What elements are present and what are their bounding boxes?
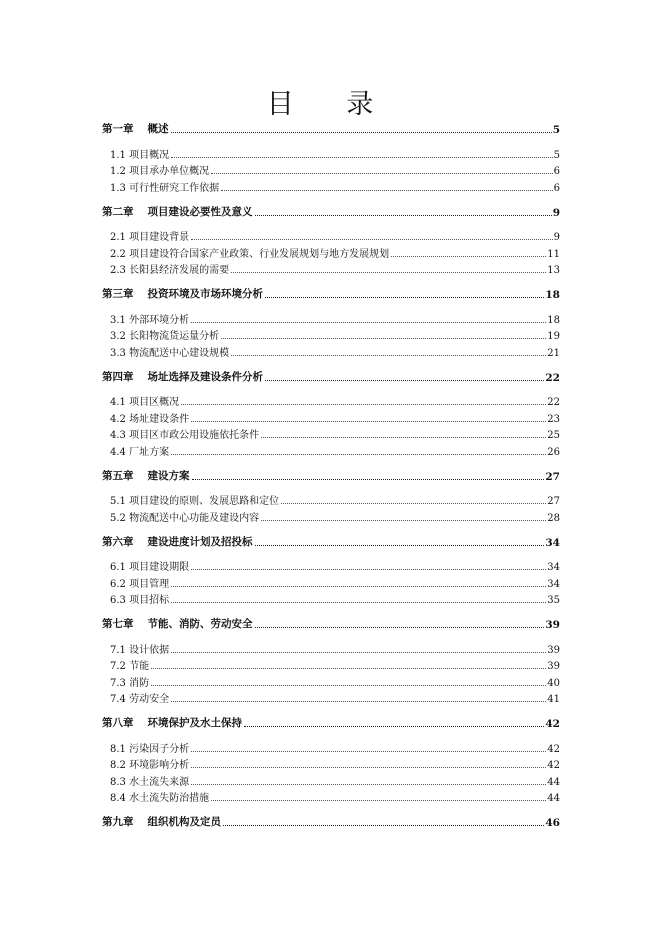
section-label: 1.2 项目承办单位概况 (110, 166, 210, 177)
page-number: 21 (547, 347, 560, 359)
page-number: 23 (547, 413, 560, 425)
page-number: 34 (545, 536, 560, 549)
section-label: 8.1 污染因子分析 (110, 743, 190, 755)
section-label: 7.2 节能 (110, 661, 150, 672)
dot-leader (211, 800, 546, 801)
dot-leader (255, 627, 545, 628)
dot-leader (171, 652, 546, 653)
section-label: 8.4 水土流失防治措施 (110, 793, 210, 804)
chapter-title: 组织机构及定员 (147, 816, 221, 828)
dot-leader (191, 751, 546, 752)
dot-leader (191, 421, 546, 422)
page-number: 13 (547, 265, 560, 276)
section-label: 5.2 物流配送中心功能及建设内容 (110, 512, 260, 524)
section-label: 7.4 劳动安全 (110, 694, 170, 705)
toc-section-entry[interactable] (102, 689, 560, 706)
table-of-contents (102, 120, 560, 837)
page-number: 18 (547, 314, 560, 326)
chapter-title: 建设方案 (147, 469, 190, 482)
page-number: 39 (547, 661, 560, 672)
toc-section-entry[interactable] (102, 788, 560, 805)
page-number: 26 (547, 446, 560, 458)
page-number: 46 (545, 817, 560, 829)
page-number: 28 (547, 512, 560, 524)
toc-chapter-entry[interactable] (102, 285, 560, 301)
dot-leader (191, 784, 546, 785)
toc-section-entry[interactable] (102, 144, 560, 161)
section-label: 6.2 项目管理 (110, 578, 170, 590)
dot-leader (181, 404, 546, 405)
dot-leader (391, 256, 546, 257)
page-number: 6 (553, 166, 560, 177)
page-number: 41 (547, 694, 560, 705)
chapter-label (102, 369, 263, 384)
dot-leader (221, 338, 546, 339)
chapter-title: 投资环境及市场环境分析 (147, 288, 263, 300)
dot-leader (244, 726, 544, 727)
chapter-title: 节能、消防、劳动安全 (147, 618, 253, 630)
section-label: 5.1 项目建设的原则、发展思路和定位 (110, 496, 280, 507)
toc-section-entry[interactable] (102, 771, 560, 788)
page-number: 22 (545, 371, 560, 384)
section-label: 2.1 项目建设背景 (110, 232, 190, 243)
toc-section-entry[interactable] (102, 342, 560, 359)
chapter-number: 第一章 (102, 123, 134, 135)
chapter-number: 第五章 (102, 469, 134, 482)
section-label: 1.1 项目概况 (110, 149, 170, 161)
section-label: 3.2 长阳物流货运量分析 (110, 331, 220, 342)
chapter-number: 第六章 (102, 535, 134, 548)
toc-chapter-entry[interactable] (102, 533, 560, 549)
page-number: 42 (547, 743, 560, 755)
page-number: 44 (547, 776, 560, 788)
page-number: 6 (553, 182, 560, 194)
toc-section-entry[interactable] (102, 507, 560, 524)
page-number: 42 (547, 760, 560, 771)
section-label: 4.1 项目区概况 (110, 397, 180, 408)
toc-chapter-entry[interactable] (102, 203, 560, 219)
toc-section-entry[interactable] (102, 408, 560, 425)
chapter-number: 第四章 (102, 370, 134, 383)
chapter-number: 第九章 (102, 816, 134, 828)
toc-section-entry[interactable] (102, 161, 560, 178)
section-label: 7.1 设计依据 (110, 644, 170, 656)
section-label: 6.1 项目建设期限 (110, 562, 190, 573)
toc-section-entry[interactable] (102, 177, 560, 194)
chapter-label (102, 121, 169, 136)
section-label: 2.2 项目建设符合国家产业政策、行业发展规划与地方发展规划 (110, 248, 390, 260)
dot-leader (151, 685, 546, 686)
toc-title: 目 录 (266, 89, 396, 120)
section-label: 4.2 场址建设条件 (110, 413, 190, 425)
dot-leader (171, 586, 546, 587)
page-number: 25 (547, 430, 560, 441)
chapter-label (102, 715, 242, 730)
toc-section-entry[interactable] (102, 656, 560, 673)
dot-leader (261, 520, 546, 521)
chapter-number: 第二章 (102, 205, 134, 218)
dot-leader (191, 322, 546, 323)
section-label: 4.4 厂址方案 (110, 446, 170, 458)
toc-section-entry[interactable] (102, 227, 560, 244)
toc-section-entry[interactable] (102, 755, 560, 772)
toc-section-entry[interactable] (102, 672, 560, 689)
section-label: 8.2 环境影响分析 (110, 760, 190, 771)
chapter-label (102, 616, 253, 631)
section-label: 1.3 可行性研究工作依据 (110, 182, 220, 194)
chapter-title: 概述 (147, 123, 169, 135)
chapter-label (102, 204, 253, 219)
dot-leader (255, 545, 545, 546)
page-number: 44 (547, 793, 560, 804)
dot-leader (265, 297, 544, 298)
dot-leader (171, 157, 553, 158)
section-label: 8.3 水土流失来源 (110, 776, 190, 788)
dot-leader (191, 569, 546, 570)
page-number: 9 (552, 206, 560, 219)
dot-leader (151, 668, 546, 669)
dot-leader (281, 503, 546, 504)
toc-section-entry[interactable] (102, 425, 560, 442)
toc-section-entry[interactable] (102, 573, 560, 590)
chapter-label (102, 286, 263, 301)
chapter-number: 第七章 (102, 618, 134, 630)
toc-section-entry[interactable] (102, 491, 560, 508)
dot-leader (223, 825, 544, 826)
page-number: 18 (545, 289, 560, 301)
section-label: 3.3 物流配送中心建设规模 (110, 347, 230, 359)
dot-leader (261, 437, 546, 438)
page-number: 39 (547, 644, 560, 656)
page-number: 35 (547, 595, 560, 606)
page-number: 9 (553, 232, 560, 243)
toc-section-entry[interactable] (102, 441, 560, 458)
page-number: 27 (547, 496, 560, 507)
toc-section-entry[interactable] (102, 590, 560, 607)
toc-chapter-entry[interactable] (102, 714, 560, 730)
chapter-title: 场址选择及建设条件分析 (147, 370, 263, 383)
toc-section-entry[interactable] (102, 639, 560, 656)
toc-section-entry[interactable] (102, 260, 560, 277)
chapter-title: 建设进度计划及招投标 (147, 535, 253, 548)
page-number: 42 (545, 718, 560, 730)
chapter-label (102, 468, 190, 483)
toc-section-entry[interactable] (102, 557, 560, 574)
dot-leader (265, 380, 544, 381)
dot-leader (255, 215, 552, 216)
chapter-title: 项目建设必要性及意义 (147, 205, 253, 218)
toc-chapter-entry[interactable] (102, 120, 560, 136)
page-number: 5 (553, 149, 560, 161)
toc-section-entry[interactable] (102, 243, 560, 260)
page-number: 34 (547, 578, 560, 590)
section-label: 3.1 外部环境分析 (110, 314, 190, 326)
dot-leader (221, 190, 553, 191)
toc-section-entry[interactable] (102, 326, 560, 343)
section-label: 2.3 长阳县经济发展的需要 (110, 265, 230, 276)
page-number: 5 (552, 124, 560, 136)
toc-chapter-entry[interactable] (102, 467, 560, 483)
toc-chapter-entry[interactable] (102, 615, 560, 631)
toc-section-entry[interactable] (102, 738, 560, 755)
chapter-number: 第八章 (102, 717, 134, 729)
toc-section-entry[interactable] (102, 392, 560, 409)
page-number: 39 (545, 619, 560, 631)
dot-leader (191, 239, 553, 240)
section-label: 4.3 项目区市政公用设施依托条件 (110, 430, 260, 441)
chapter-title: 环境保护及水土保持 (147, 717, 242, 729)
dot-leader (211, 173, 553, 174)
page-number: 19 (547, 331, 560, 342)
chapter-label (102, 534, 253, 549)
page-number: 11 (547, 248, 560, 260)
dot-leader (192, 479, 545, 480)
page-number: 34 (547, 562, 560, 573)
dot-leader (171, 701, 546, 702)
dot-leader (231, 272, 546, 273)
dot-leader (171, 602, 546, 603)
chapter-number: 第三章 (102, 288, 134, 300)
toc-section-entry[interactable] (102, 309, 560, 326)
section-label: 7.3 消防 (110, 677, 150, 689)
section-label: 6.3 项目招标 (110, 595, 170, 606)
page-number: 22 (547, 397, 560, 408)
chapter-label (102, 814, 221, 829)
dot-leader (171, 132, 552, 133)
toc-chapter-entry[interactable] (102, 813, 560, 829)
dot-leader (191, 767, 546, 768)
toc-chapter-entry[interactable] (102, 368, 560, 384)
dot-leader (171, 454, 546, 455)
page-number: 40 (547, 677, 560, 689)
page-number: 27 (545, 470, 560, 483)
dot-leader (231, 355, 546, 356)
